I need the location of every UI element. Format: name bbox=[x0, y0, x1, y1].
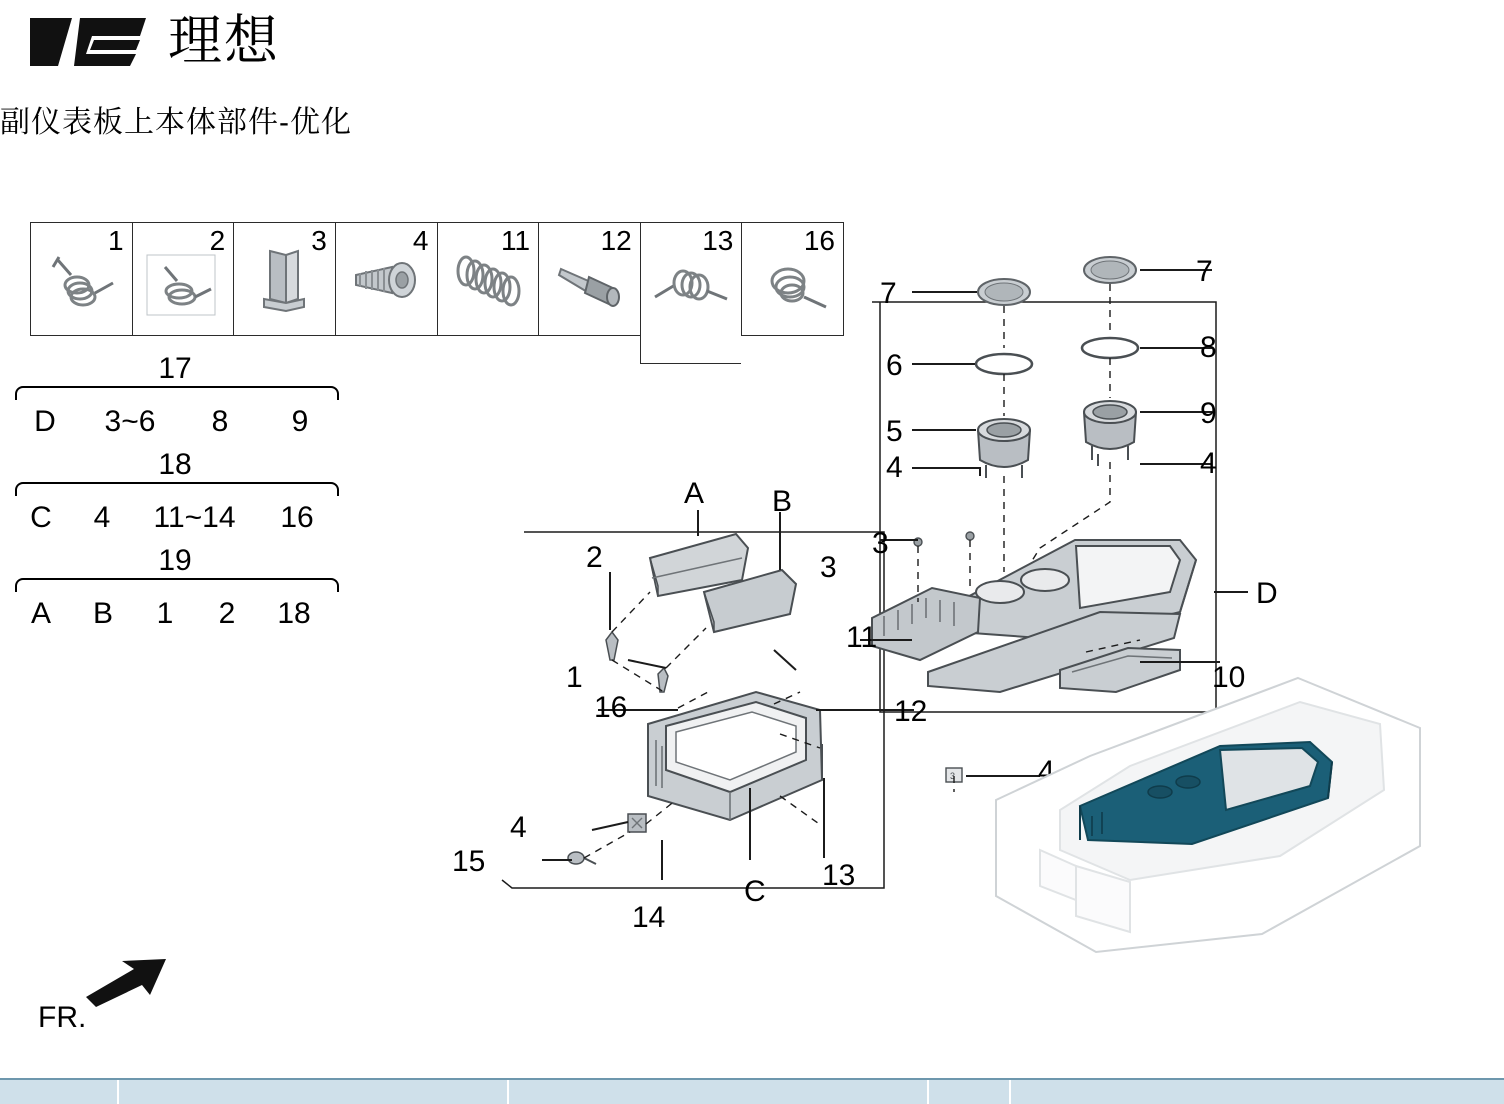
callout-11: 11 bbox=[846, 621, 878, 654]
group-number: 17 bbox=[158, 352, 192, 385]
part-number: 13 bbox=[702, 225, 734, 256]
footer-cell bbox=[1011, 1080, 1504, 1104]
clip-bracket-icon bbox=[240, 241, 328, 329]
group-item: C bbox=[30, 501, 52, 534]
part-cell bbox=[30, 222, 132, 336]
part-cell bbox=[335, 222, 437, 336]
callout-D: D bbox=[1256, 577, 1278, 610]
front-direction-arrow-icon bbox=[38, 955, 178, 1005]
group-item: A bbox=[30, 597, 51, 630]
group-number: 19 bbox=[158, 544, 192, 577]
part-number: 1 bbox=[108, 225, 124, 256]
callout-4-mid: 4 bbox=[1038, 755, 1055, 788]
callout-1: 1 bbox=[566, 661, 583, 694]
callout-9: 9 bbox=[1200, 397, 1217, 430]
group-item: 1 bbox=[156, 597, 174, 630]
callout-5: 5 bbox=[886, 415, 903, 448]
callout-10: 10 bbox=[1212, 661, 1246, 694]
part-cell bbox=[233, 222, 335, 336]
page-title: 副仪表板上本体部件-优化 bbox=[0, 106, 352, 139]
callout-6: 6 bbox=[886, 349, 903, 382]
callout-12: 12 bbox=[894, 695, 928, 728]
vehicle-context-ghost-view bbox=[980, 670, 1440, 990]
svg-text:3: 3 bbox=[950, 771, 956, 781]
li-auto-logo-icon bbox=[28, 14, 148, 70]
callout-15: 15 bbox=[452, 845, 486, 878]
screw-icon bbox=[342, 241, 430, 329]
callout-13: 13 bbox=[822, 859, 856, 892]
group-item: 16 bbox=[280, 501, 314, 534]
orientation-indicator bbox=[38, 955, 198, 1045]
assembly-group bbox=[10, 352, 340, 442]
orientation-label: FR. bbox=[38, 1001, 87, 1034]
footer-bar bbox=[0, 1078, 1504, 1104]
callout-8: 8 bbox=[1200, 331, 1217, 364]
group-brace bbox=[15, 482, 335, 496]
console-storage-box bbox=[648, 692, 822, 820]
callout-C: C bbox=[744, 875, 766, 908]
torsion-spring-icon bbox=[37, 241, 125, 329]
group-item: B bbox=[92, 597, 113, 630]
group-item: 18 bbox=[277, 597, 311, 630]
group-brace bbox=[15, 386, 335, 400]
group-item: 8 bbox=[211, 405, 229, 438]
callout-7-left: 7 bbox=[880, 277, 897, 310]
assembly-groups bbox=[10, 352, 350, 682]
part-number: 16 bbox=[803, 225, 835, 256]
callout-16: 16 bbox=[594, 691, 628, 724]
callout-14: 14 bbox=[632, 901, 666, 934]
group-item: 2 bbox=[218, 597, 236, 630]
part-number: 2 bbox=[209, 225, 226, 256]
callout-4-right: 4 bbox=[1200, 447, 1217, 480]
assembly-group bbox=[10, 448, 340, 538]
callout-7-right: 7 bbox=[1196, 255, 1213, 288]
callout-4-low: 4 bbox=[510, 811, 527, 844]
console-side-bracket bbox=[872, 588, 980, 660]
leader-line bbox=[912, 270, 1212, 476]
group-item: 9 bbox=[291, 405, 309, 438]
footer-cell bbox=[0, 1080, 119, 1104]
group-brace bbox=[15, 578, 335, 592]
group-item: D bbox=[34, 405, 56, 438]
group-items bbox=[10, 402, 340, 442]
group-items bbox=[10, 498, 340, 538]
callout-4-left: 4 bbox=[886, 451, 903, 484]
group-item: 3~6 bbox=[104, 405, 156, 438]
brand-name: 理想 bbox=[168, 11, 280, 71]
callout-3-lower: 3 bbox=[820, 551, 837, 584]
group-items bbox=[10, 594, 340, 634]
part-number: 3 bbox=[311, 225, 327, 256]
footer-cell bbox=[509, 1080, 929, 1104]
callout-2: 2 bbox=[586, 541, 603, 574]
part-number: 11 bbox=[501, 225, 531, 256]
brand-header bbox=[28, 8, 348, 78]
assembly-group bbox=[10, 544, 340, 634]
footer-cell bbox=[119, 1080, 509, 1104]
group-item: 4 bbox=[93, 501, 111, 534]
group-item: 11~14 bbox=[153, 501, 236, 534]
callout-3-upper: 3 bbox=[872, 527, 889, 560]
callout-A: A bbox=[684, 477, 705, 510]
coil-spring-small-icon bbox=[139, 241, 227, 329]
part-number: 12 bbox=[600, 225, 632, 256]
callout-B: B bbox=[772, 485, 793, 518]
group-number: 18 bbox=[158, 448, 192, 481]
part-number: 4 bbox=[412, 225, 429, 256]
footer-cell bbox=[929, 1080, 1011, 1104]
part-cell bbox=[132, 222, 234, 336]
